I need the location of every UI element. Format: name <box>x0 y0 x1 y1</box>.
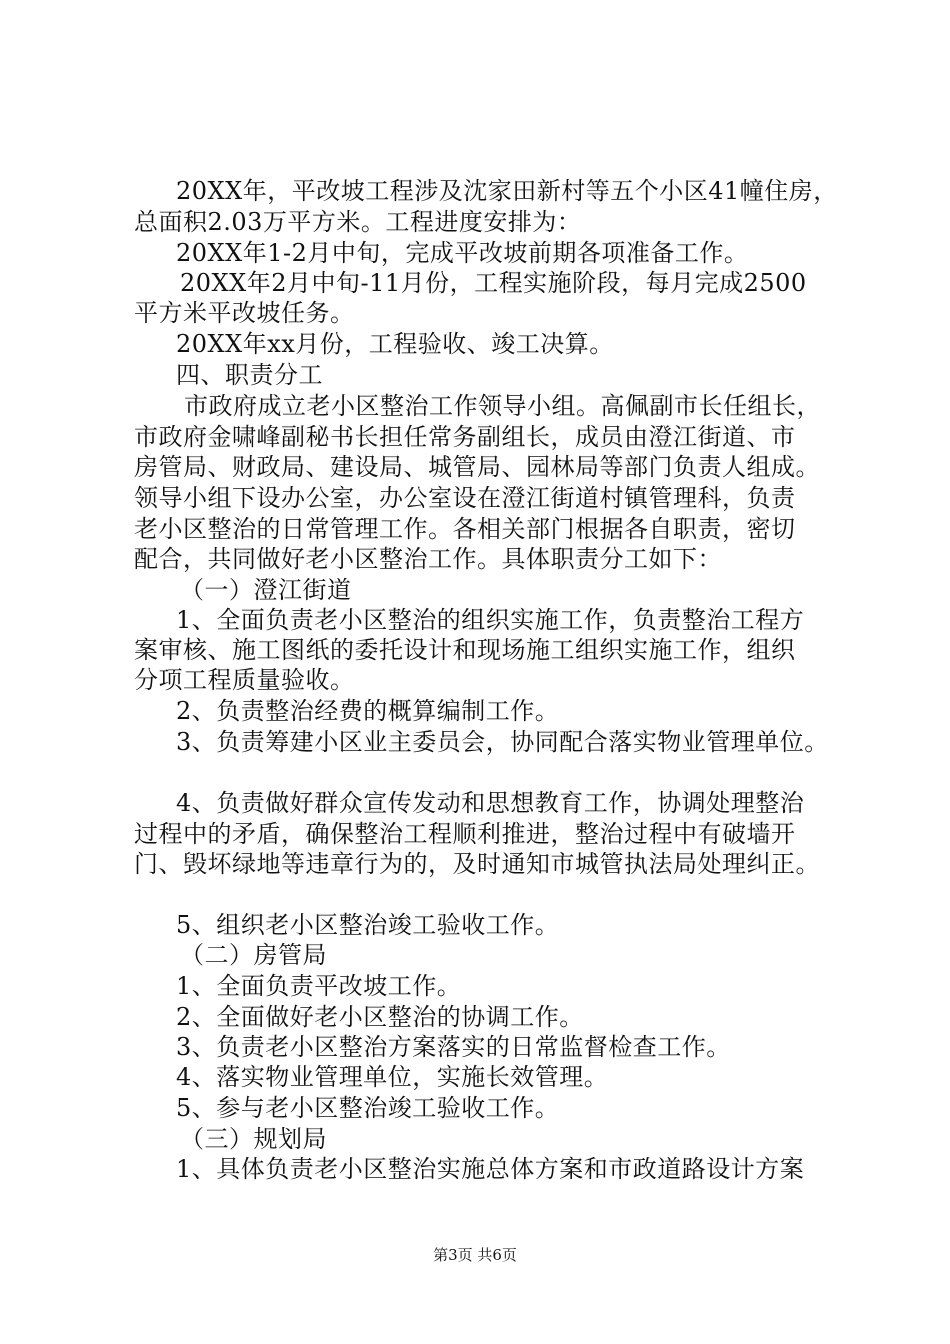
page-footer: 第3页 共6页 <box>433 1246 517 1264</box>
text-line: 1、全面负责老小区整治的组织实施工作，负责整治工程方 <box>176 606 805 634</box>
text-line: 总面积2.03万平方米。工程进度安排为： <box>134 208 582 236</box>
subsection-heading: （一）澄江街道 <box>180 576 352 604</box>
text-line: 市政府成立老小区整治工作领导小组。高佩副市长任组长， <box>184 392 821 420</box>
text-line: 4、负责做好群众宣传发动和思想教育工作，协调处理整治 <box>176 789 805 817</box>
text-line: 房管局、财政局、建设局、城管局、园林局等部门负责人组成。 <box>134 453 820 481</box>
text-line: 20XX年，平改坡工程涉及沈家田新村等五个小区41幢住房， <box>176 177 838 205</box>
text-line: 老小区整治的日常管理工作。各相关部门根据各自职责，密切 <box>134 515 796 543</box>
text-line: 2、负责整治经费的概算编制工作。 <box>176 697 560 725</box>
section-heading: 四、职责分工 <box>176 361 323 389</box>
text-line: 4、落实物业管理单位，实施长效管理。 <box>176 1063 609 1091</box>
text-line: 分项工程质量验收。 <box>134 666 355 694</box>
text-line: 1、具体负责老小区整治实施总体方案和市政道路设计方案 <box>176 1155 805 1183</box>
text-line: 20XX年2月中旬-11月份，工程实施阶段，每月完成2500 <box>180 269 807 297</box>
text-line: 5、组织老小区整治竣工验收工作。 <box>176 911 560 939</box>
text-line: 过程中的矛盾，确保整治工程顺利推进，整治过程中有破墙开 <box>134 820 796 848</box>
text-line: 市政府金啸峰副秘书长担任常务副组长，成员由澄江街道、市 <box>134 423 796 451</box>
subsection-heading: （二）房管局 <box>180 941 327 969</box>
text-line: 20XX年1-2月中旬，完成平改坡前期各项准备工作。 <box>176 239 749 267</box>
text-line: 配合，共同做好老小区整治工作。具体职责分工如下： <box>134 545 722 573</box>
text-line: 20XX年xx月份，工程验收、竣工决算。 <box>176 330 614 358</box>
text-line: 3、负责筹建小区业主委员会，协同配合落实物业管理单位。 <box>176 728 829 756</box>
text-line: 3、负责老小区整治方案落实的日常监督检查工作。 <box>176 1033 731 1061</box>
text-line: 案审核、施工图纸的委托设计和现场施工组织实施工作，组织 <box>134 636 796 664</box>
text-line: 平方米平改坡任务。 <box>134 299 355 327</box>
subsection-heading: （三）规划局 <box>180 1125 327 1153</box>
text-line: 领导小组下设办公室，办公室设在澄江街道村镇管理科，负责 <box>134 484 796 512</box>
text-line: 2、全面做好老小区整治的协调工作。 <box>176 1003 584 1031</box>
text-line: 1、全面负责平改坡工作。 <box>176 972 462 1000</box>
text-line: 门、毁坏绿地等违章行为的，及时通知市城管执法局处理纠正。 <box>134 850 820 878</box>
text-line: 5、参与老小区整治竣工验收工作。 <box>176 1094 560 1122</box>
